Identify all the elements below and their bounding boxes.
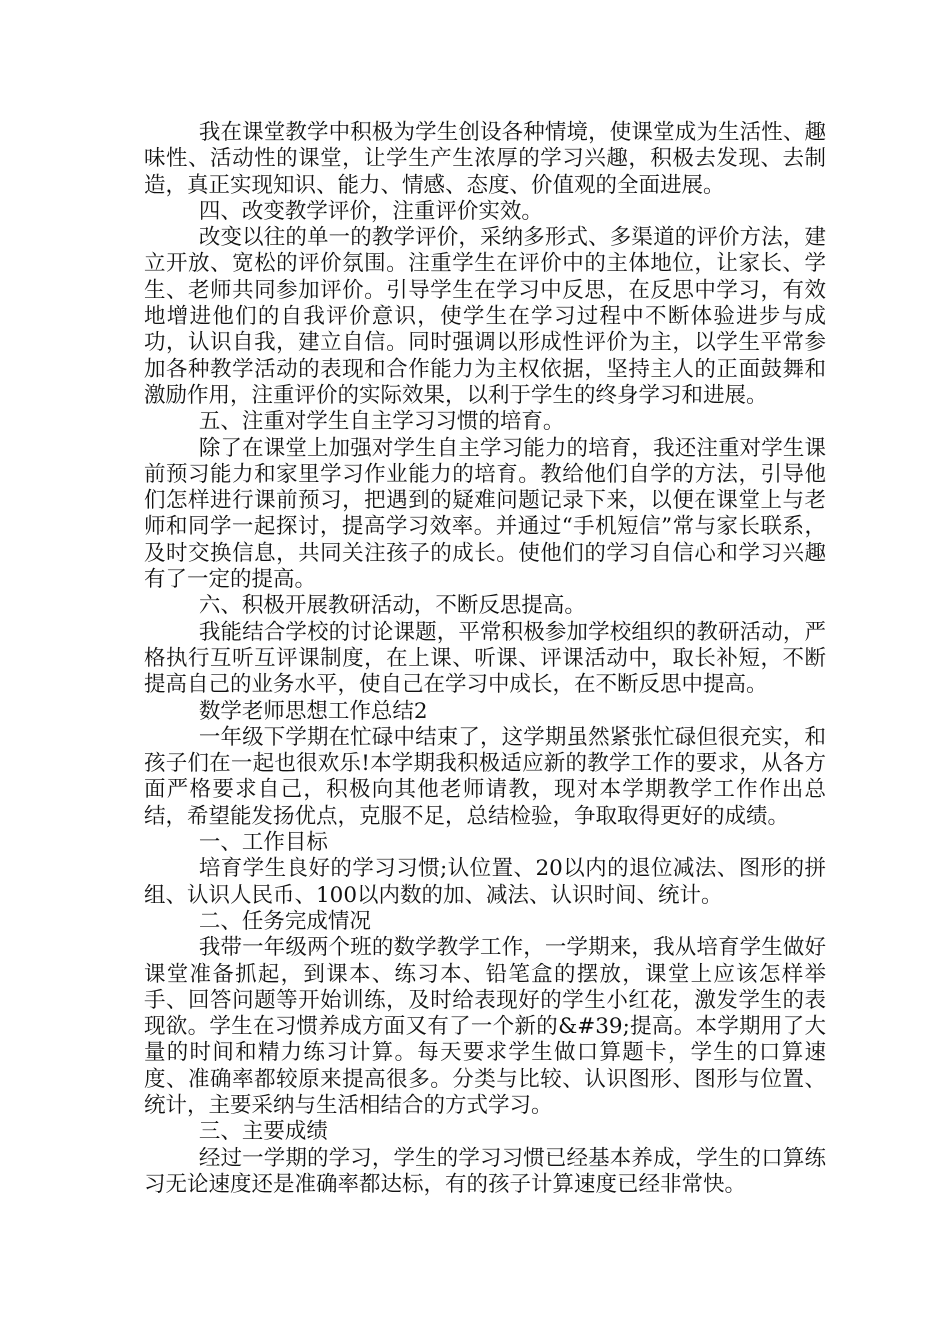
paragraph-achievements: 经过一学期的学习，学生的学习习惯已经基本养成，学生的口算练习无论速度还是准确率都达标，有的孩子计算速度已经非常快。 bbox=[144, 1145, 826, 1197]
paragraph-evaluation: 改变以往的单一的教学评价，采纳多形式、多渠道的评价方法，建立开放、宽松的评价氛围。注重学生在评价中的主体地位，让家长、学生、老师共同参加评价。引导学生在学习中反思，在反思中学习，有效地增进他们的自我评价意识，使学生在学习过程中不断体验进步与成功，认识自我，建立自信。同时强调以形成性评价为主，以学生平常参加各种教学活动的表现和合作能力为主权依据，坚持主人的正面鼓舞和激励作用，注重评价的实际效果，以利于学生的终身学习和进展。 bbox=[144, 225, 826, 408]
section-heading-research: 六、积极开展教研活动，不断反思提高。 bbox=[198, 593, 586, 619]
paragraph-work-goals: 培育学生良好的学习习惯;认位置、20以内的退位减法、图形的拼组、认识人民币、100以内数的加、减法、认识时间、统计。 bbox=[144, 856, 826, 908]
paragraph-self-study: 除了在课堂上加强对学生自主学习能力的培育，我还注重对学生课前预习能力和家里学习作业能力的培育。教给他们自学的方法，引导他们怎样进行课前预习，把遇到的疑难问题记录下来，以便在课堂上与老师和同学一起探讨，提高学习效率。并通过“手机短信”常与家长联系，及时交换信息，共同关注孩子的成长。使他们的学习自信心和学习兴趣有了一定的提高。 bbox=[144, 435, 826, 593]
document-title-summary-2: 数学老师思想工作总结2 bbox=[198, 698, 428, 724]
section-heading-task-completion: 二、任务完成情况 bbox=[198, 908, 371, 934]
paragraph-research: 我能结合学校的讨论课题，平常积极参加学校组织的教研活动，严格执行互听互评课制度，在上课、听课、评课活动中，取长补短，不断提高自己的业务水平，使自己在学习中成长，在不断反思中提高。 bbox=[144, 619, 826, 698]
paragraph-classroom-situations: 我在课堂教学中积极为学生创设各种情境，使课堂成为生活性、趣味性、活动性的课堂，让学生产生浓厚的学习兴趣，积极去发现、去制造，真正实现知识、能力、情感、态度、价值观的全面进展。 bbox=[144, 120, 826, 198]
section-heading-evaluation: 四、改变教学评价，注重评价实效。 bbox=[198, 198, 543, 224]
section-heading-work-goals: 一、工作目标 bbox=[198, 830, 328, 856]
section-heading-self-study: 五、注重对学生自主学习习惯的培育。 bbox=[198, 409, 565, 435]
section-heading-achievements: 三、主要成绩 bbox=[198, 1119, 328, 1145]
paragraph-task-completion: 我带一年级两个班的数学教学工作，一学期来，我从培育学生做好课堂准备抓起，到课本、练习本、铅笔盒的摆放，课堂上应该怎样举手、回答问题等开始训练，及时给表现好的学生小红花，激发学生的表现欲。学生在习惯养成方面又有了一个新的&#39;提高。本学期用了大量的时间和精力练习计算。每天要求学生做口算题卡，学生的口算速度、准确率都较原来提高很多。分类与比较、认识图形、图形与位置、统计，主要采纳与生活相结合的方式学习。 bbox=[144, 935, 826, 1118]
document-page bbox=[144, 120, 826, 1198]
paragraph-semester-intro: 一年级下学期在忙碌中结束了，这学期虽然紧张忙碌但很充实，和孩子们在一起也很欢乐!本学期我积极适应新的教学工作的要求，从各方面严格要求自己，积极向其他老师请教，现对本学期教学工作作出总结，希望能发扬优点，克服不足，总结检验，争取取得更好的成绩。 bbox=[144, 724, 826, 829]
